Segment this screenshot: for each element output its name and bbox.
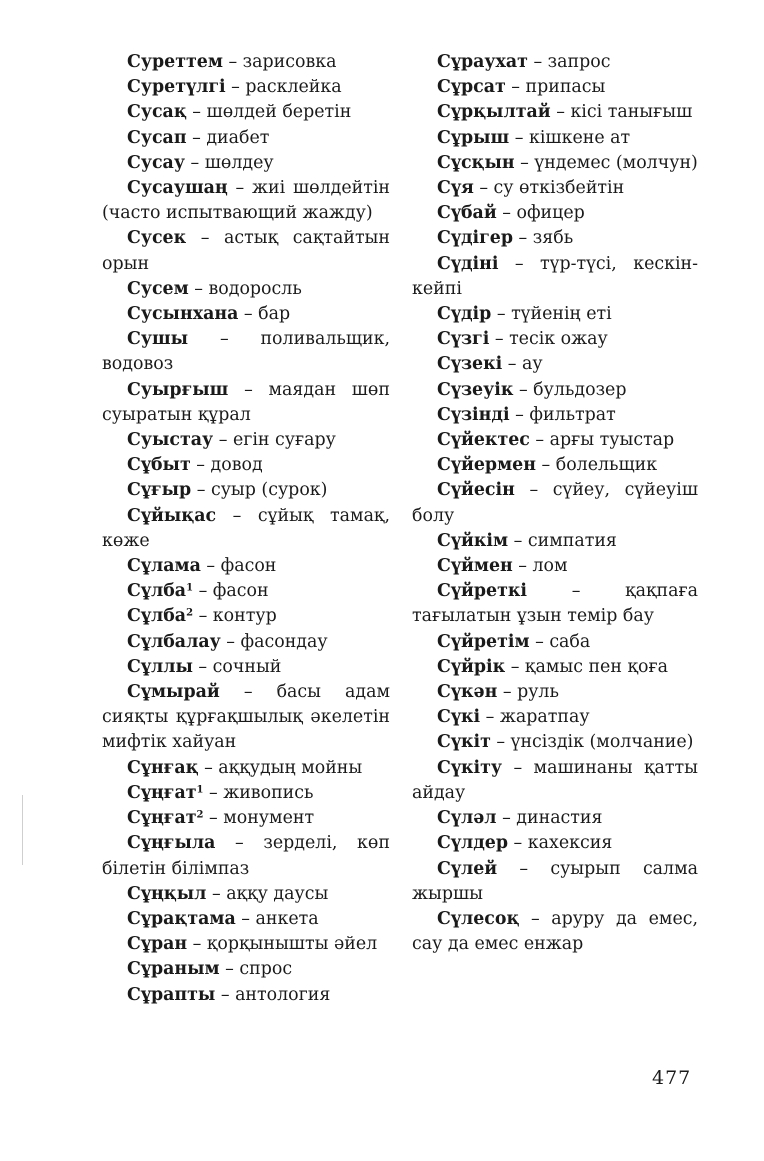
dictionary-entry: [102, 655, 390, 680]
dictionary-entry: [102, 882, 390, 907]
headword: Сұрқылтай: [437, 102, 551, 123]
dictionary-entry: [102, 831, 390, 881]
headword: Сұбыт: [127, 455, 191, 476]
definition: – су өткізбейтін: [473, 178, 625, 199]
headword: Сүйесін: [437, 480, 515, 501]
definition: – припасы: [505, 77, 606, 98]
headword: Сусынхана: [127, 304, 239, 325]
dictionary-entry: [412, 226, 698, 251]
definition: – қақпаға тағылатын ұзын темір бау: [412, 581, 698, 627]
dictionary-entry: [412, 75, 698, 100]
definition: – сүйеу, сүйеуіш болу: [412, 480, 698, 526]
definition: – запрос: [527, 52, 611, 72]
dictionary-entry: [412, 680, 698, 705]
definition: – симпатия: [508, 530, 617, 551]
headword: Сусау: [127, 152, 185, 173]
definition: – арғы туыстар: [529, 430, 675, 451]
homonym-number: 2: [186, 607, 194, 619]
definition: – монумент: [203, 808, 315, 829]
dictionary-entry: [412, 352, 698, 377]
definition: – кішкене ат: [509, 127, 631, 148]
headword: Сусақ: [127, 102, 187, 123]
page-number: 477: [652, 1067, 692, 1089]
headword: Сүкіту: [437, 757, 503, 778]
dictionary-entry: [412, 630, 698, 655]
definition: – шөлдеу: [184, 152, 274, 173]
headword: Сұлама: [127, 556, 201, 577]
dictionary-entry: [102, 806, 390, 831]
definition: – сұйық тамақ, көже: [102, 505, 390, 551]
definition: – бар: [238, 304, 291, 325]
dictionary-entry: [412, 857, 698, 907]
dictionary-entry: [412, 201, 698, 226]
headword: Сүйермен: [437, 455, 536, 476]
headword: Сүдігер: [437, 228, 514, 249]
headword: Сұсқын: [437, 152, 515, 173]
dictionary-entry: [412, 831, 698, 856]
headword: Сұнғақ: [127, 757, 199, 778]
definition: – поливальщик, водовоз: [102, 329, 390, 375]
definition: – түйенің еті: [491, 304, 612, 325]
dictionary-entry: [102, 983, 390, 1008]
headword: Сұллы: [127, 656, 193, 677]
dictionary-entry: [102, 302, 390, 327]
margin-line: [22, 795, 23, 865]
dictionary-entry: [102, 554, 390, 579]
dictionary-entry: [102, 781, 390, 806]
definition: – офицер: [496, 203, 585, 224]
headword: Сүйреткі: [437, 581, 528, 602]
headword: Сұрақтама: [127, 908, 236, 929]
definition: – кахексия: [508, 833, 613, 854]
dictionary-entry: [412, 403, 698, 428]
definition: – аққудың мойны: [198, 757, 363, 778]
dictionary-entry: [412, 327, 698, 352]
headword: Сүдір: [437, 304, 492, 325]
headword: Сүзгі: [437, 329, 490, 350]
dictionary-entry: [102, 680, 390, 756]
definition: – басы адам сияқты құрғақшылық әкелетін мифтік хайуан: [102, 682, 390, 753]
headword: Сұңғат: [127, 782, 197, 803]
dictionary-entry: [412, 50, 698, 75]
headword: Сушы: [127, 329, 189, 350]
dictionary-entry: [102, 378, 390, 428]
definition: – жаратпау: [480, 707, 590, 728]
headword: Сүкіт: [437, 732, 491, 753]
headword: Сұлба: [127, 606, 187, 627]
dictionary-entry: [412, 529, 698, 554]
dictionary-entry: [102, 453, 390, 478]
headword: Сүзеуік: [437, 379, 514, 400]
dictionary-entry: [412, 151, 698, 176]
headword: Сұрыш: [437, 127, 510, 148]
definition: – довод: [190, 455, 263, 476]
dictionary-entry: [412, 554, 698, 579]
dictionary-entry: [102, 151, 390, 176]
headword: Сүймен: [437, 556, 513, 577]
dictionary-entry: [102, 756, 390, 781]
dictionary-entry: [412, 126, 698, 151]
dictionary-entry: [412, 705, 698, 730]
dictionary-entry: [412, 655, 698, 680]
headword: Сұраным: [127, 959, 220, 980]
definition: – қамыс пен қоға: [505, 656, 668, 677]
headword: Сусем: [127, 278, 189, 299]
definition: – фасон: [193, 581, 269, 602]
headword: Сұңғыла: [127, 833, 216, 854]
right-column: [412, 50, 698, 957]
headword: Сұраухат: [437, 52, 528, 72]
headword: Сүйкім: [437, 530, 509, 551]
dictionary-entry: [412, 302, 698, 327]
headword: Сұран: [127, 934, 188, 955]
definition: – бульдозер: [513, 379, 627, 400]
dictionary-entry: [102, 176, 390, 226]
headword: Суырғыш: [127, 379, 229, 400]
headword: Сұрсат: [437, 77, 506, 98]
headword: Сұлбалау: [127, 631, 221, 652]
headword: Сүя: [437, 178, 474, 199]
definition: – контур: [193, 606, 277, 627]
headword: Суыстау: [127, 430, 214, 451]
definition: – фильтрат: [509, 404, 616, 425]
dictionary-entry: [412, 100, 698, 125]
dictionary-entry: [102, 226, 390, 276]
dictionary-entry: [102, 630, 390, 655]
definition: – кісі танығыш: [550, 102, 693, 123]
definition: – аққу даусы: [206, 883, 329, 904]
definition: – династия: [496, 808, 603, 829]
headword: Сүзекі: [437, 354, 503, 375]
definition: – спрос: [219, 959, 293, 980]
definition: – саба: [529, 631, 591, 652]
headword: Сүлей: [437, 858, 498, 879]
definition: – зерделі, көп білетін білімпаз: [102, 833, 390, 879]
headword: Сүзінді: [437, 404, 510, 425]
dictionary-entry: [102, 277, 390, 302]
definition: – ау: [502, 354, 543, 375]
dictionary-entry: [412, 176, 698, 201]
dictionary-entry: [102, 126, 390, 151]
headword: Сүкән: [437, 682, 498, 703]
headword: Сүлдер: [437, 833, 509, 854]
dictionary-entry: [412, 730, 698, 755]
dictionary-entry: [412, 806, 698, 831]
dictionary-entry: [102, 327, 390, 377]
dictionary-entry: [412, 478, 698, 528]
definition: – зябь: [513, 228, 574, 249]
left-column: [102, 50, 390, 1008]
definition: – анкета: [235, 908, 319, 929]
headword: Сусаушаң: [127, 178, 228, 199]
definition: – лом: [512, 556, 568, 577]
headword: Сұңқыл: [127, 883, 207, 904]
definition: – водоросль: [188, 278, 302, 299]
definition: – сочный: [192, 656, 282, 677]
headword: Сүйрік: [437, 656, 506, 677]
dictionary-entry: [102, 428, 390, 453]
headword: Сусап: [127, 127, 187, 148]
headword: Сұғыр: [127, 480, 192, 501]
dictionary-entry: [102, 579, 390, 604]
dictionary-entry: [102, 932, 390, 957]
definition: – антология: [215, 984, 331, 1005]
dictionary-entry: [412, 579, 698, 629]
definition: – руль: [497, 682, 559, 703]
headword: Сүлесоқ: [437, 908, 520, 929]
definition: – живопись: [203, 782, 314, 803]
definition: – фасондау: [220, 631, 328, 652]
definition: – үндемес (молчун): [514, 152, 698, 173]
dictionary-entry: [102, 907, 390, 932]
definition: – түр-түсі, кескін-кейпі: [412, 253, 698, 299]
definition: – үнсіздік (молчание): [490, 732, 694, 753]
headword: Сүйектес: [437, 430, 530, 451]
definition: – шөлдей беретін: [186, 102, 352, 123]
definition: – болельщик: [535, 455, 658, 476]
headword: Сұйықас: [127, 505, 217, 526]
definition: – тесік ожау: [489, 329, 608, 350]
homonym-number: 1: [196, 784, 204, 796]
headword: Сүкі: [437, 707, 481, 728]
dictionary-entry: [102, 957, 390, 982]
dictionary-entry: [412, 907, 698, 957]
definition: – диабет: [186, 127, 270, 148]
headword: Суретүлгі: [127, 77, 226, 98]
definition: – суыр (сурок): [191, 480, 328, 501]
headword: Сүдіні: [437, 253, 499, 274]
headword: Сұмырай: [127, 682, 220, 703]
homonym-number: 1: [186, 582, 194, 594]
definition: – астық сақтайтын орын: [102, 228, 390, 274]
headword: Сұңғат: [127, 808, 197, 829]
definition: – егін суғару: [213, 430, 336, 451]
headword: Сұлба: [127, 581, 187, 602]
definition: – жиі шөлдейтін (часто испытвающий жажду): [102, 178, 390, 224]
dictionary-entry: [412, 378, 698, 403]
dictionary-entry: [102, 604, 390, 629]
dictionary-entry: [412, 756, 698, 806]
dictionary-entry: [102, 50, 390, 75]
headword: Сүбай: [437, 203, 497, 224]
headword: Сұрапты: [127, 984, 216, 1005]
dictionary-entry: [102, 504, 390, 554]
definition: – маядан шөп суыратын құрал: [102, 379, 390, 425]
definition: – фасон: [200, 556, 277, 577]
headword: Сусек: [127, 228, 187, 249]
definition: – суырып салма жыршы: [412, 858, 698, 904]
headword: Суреттем: [127, 52, 223, 72]
definition: – расклейка: [225, 77, 342, 98]
definition: – аруру да емес, сау да емес енжар: [412, 908, 698, 955]
definition: – машинаны қатты айдау: [412, 757, 698, 803]
dictionary-entry: [102, 75, 390, 100]
headword: Сүйретім: [437, 631, 530, 652]
dictionary-entry: [412, 453, 698, 478]
headword: Сүләл: [437, 808, 497, 829]
dictionary-entry: [102, 100, 390, 125]
definition: – зарисовка: [222, 52, 337, 72]
dictionary-entry: [412, 428, 698, 453]
homonym-number: 2: [196, 809, 204, 821]
definition: – қорқынышты әйел: [187, 934, 378, 955]
dictionary-entry: [412, 252, 698, 302]
dictionary-entry: [102, 478, 390, 503]
